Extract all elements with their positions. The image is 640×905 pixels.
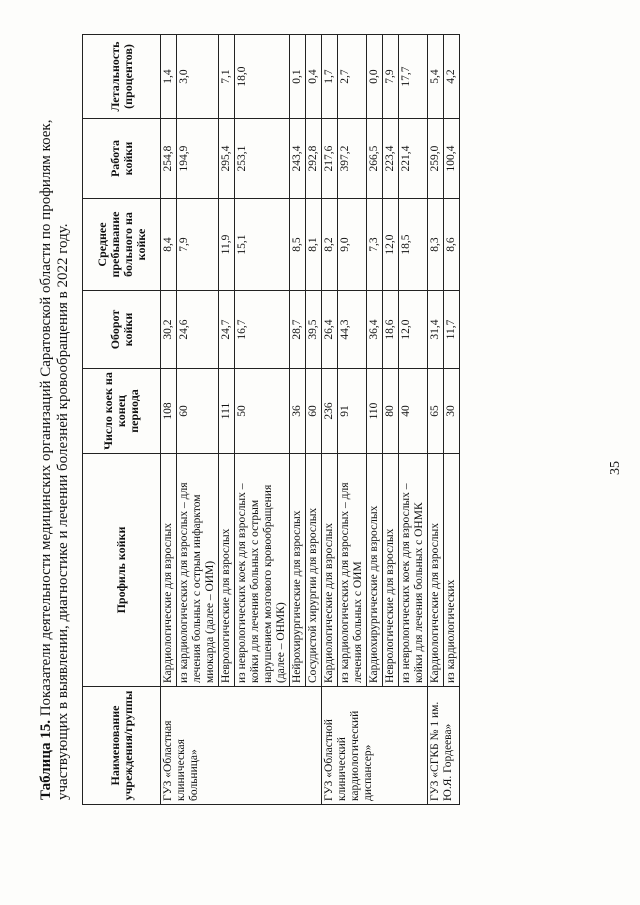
table-row: [161, 35, 177, 805]
lethality-cell: 1,4: [161, 35, 177, 119]
lethality-cell: 7,1: [219, 35, 235, 119]
table-caption: [38, 40, 72, 800]
work-cell: 243,4: [290, 119, 306, 199]
beds-cell: 60: [177, 369, 219, 454]
turnover-cell: 18,6: [383, 291, 399, 369]
lethality-cell: 0,1: [290, 35, 306, 119]
work-cell: 266,5: [367, 119, 383, 199]
beds-cell: 110: [367, 369, 383, 454]
beds-cell: 30: [444, 369, 460, 454]
table-row: [428, 35, 444, 805]
work-cell: 259,0: [428, 119, 444, 199]
lethality-cell: 0,4: [306, 35, 322, 119]
beds-cell: 36: [290, 369, 306, 454]
beds-cell: 80: [383, 369, 399, 454]
turnover-cell: 28,7: [290, 291, 306, 369]
stay-cell: 8,5: [290, 199, 306, 291]
bed-stats-table: [82, 34, 460, 805]
turnover-cell: 24,7: [219, 291, 235, 369]
lethality-cell: 5,4: [428, 35, 444, 119]
turnover-cell: 36,4: [367, 291, 383, 369]
beds-cell: 65: [428, 369, 444, 454]
stay-cell: 15,1: [235, 199, 290, 291]
page-number: 35: [608, 461, 623, 475]
col-header-turnover: Оборот койки: [83, 291, 161, 369]
profile-cell: Сосудистой хирургии для взрослых: [306, 454, 322, 687]
turnover-cell: 24,6: [177, 291, 219, 369]
turnover-cell: 12,0: [399, 291, 428, 369]
institution-cell: ГУЗ «СГКБ № 1 им. Ю.Я. Гордеева»: [428, 687, 460, 805]
profile-cell: Нейрохирургические для взрослых: [290, 454, 306, 687]
beds-cell: 91: [338, 369, 367, 454]
work-cell: 397,2: [338, 119, 367, 199]
beds-cell: 111: [219, 369, 235, 454]
table-body: [161, 35, 460, 805]
col-header-lethality: Летальность (процентов): [83, 35, 161, 119]
turnover-cell: 26,4: [322, 291, 338, 369]
turnover-cell: 44,3: [338, 291, 367, 369]
work-cell: 292,8: [306, 119, 322, 199]
lethality-cell: 1,7: [322, 35, 338, 119]
table-row: [322, 35, 338, 805]
stay-cell: 7,3: [367, 199, 383, 291]
work-cell: 295,4: [219, 119, 235, 199]
profile-cell: Неврологические для взрослых: [219, 454, 235, 687]
work-cell: 100,4: [444, 119, 460, 199]
stay-cell: 8,1: [306, 199, 322, 291]
col-header-work: Работа койки: [83, 119, 161, 199]
beds-cell: 236: [322, 369, 338, 454]
lethality-cell: 0,0: [367, 35, 383, 119]
institution-cell: ГУЗ «Областная клиническая больница»: [161, 687, 322, 805]
lethality-cell: 7,9: [383, 35, 399, 119]
turnover-cell: 11,7: [444, 291, 460, 369]
caption-text: Показатели деятельности медицинских организаций Саратовской области по профилям коек, участвующих в выявлении, диагностике и лечении болезней кровообращения в 2022 году.: [38, 119, 71, 800]
lethality-cell: 3,0: [177, 35, 219, 119]
col-header-institution: Наименование учреждения/группы: [83, 687, 161, 805]
col-header-profile: Профиль койки: [83, 454, 161, 687]
col-header-beds: Число коек на конец периода: [83, 369, 161, 454]
profile-cell: Кардиохирургические для взрослых: [367, 454, 383, 687]
profile-cell: Неврологические для взрослых: [383, 454, 399, 687]
stay-cell: 11,9: [219, 199, 235, 291]
work-cell: 223,4: [383, 119, 399, 199]
turnover-cell: 16,7: [235, 291, 290, 369]
lethality-cell: 18,0: [235, 35, 290, 119]
stay-cell: 18,5: [399, 199, 428, 291]
profile-cell: Кардиологические для взрослых: [428, 454, 444, 687]
work-cell: 253,1: [235, 119, 290, 199]
profile-cell: Кардиологические для взрослых: [161, 454, 177, 687]
col-header-stay: Среднее пребывание больного на койке: [83, 199, 161, 291]
profile-cell: из кардиологических для взрослых – для лечения больных с ОИМ: [338, 454, 367, 687]
turnover-cell: 30,2: [161, 291, 177, 369]
work-cell: 254,8: [161, 119, 177, 199]
turnover-cell: 31,4: [428, 291, 444, 369]
stay-cell: 8,2: [322, 199, 338, 291]
work-cell: 194,9: [177, 119, 219, 199]
stay-cell: 8,3: [428, 199, 444, 291]
profile-cell: из кардиологических: [444, 454, 460, 687]
beds-cell: 60: [306, 369, 322, 454]
work-cell: 221,4: [399, 119, 428, 199]
work-cell: 217,6: [322, 119, 338, 199]
header-row: [83, 35, 161, 805]
institution-cell: ГУЗ «Областной клинический кардиологический диспансер»: [322, 687, 428, 805]
lethality-cell: 17,7: [399, 35, 428, 119]
stay-cell: 12,0: [383, 199, 399, 291]
lethality-cell: 2,7: [338, 35, 367, 119]
beds-cell: 50: [235, 369, 290, 454]
turnover-cell: 39,5: [306, 291, 322, 369]
profile-cell: Кардиологические для взрослых: [322, 454, 338, 687]
lethality-cell: 4,2: [444, 35, 460, 119]
stay-cell: 8,4: [161, 199, 177, 291]
profile-cell: из неврологических коек для взрослых – койки для лечения больных с ОНМК: [399, 454, 428, 687]
stay-cell: 9,0: [338, 199, 367, 291]
profile-cell: из кардиологических для взрослых – для лечения больных с острым инфарктом миокарда (далее – ОИМ): [177, 454, 219, 687]
beds-cell: 40: [399, 369, 428, 454]
profile-cell: из неврологических коек для взрослых – койки для лечения больных с острым нарушением мозгового кровообращения (далее – ОНМК): [235, 454, 290, 687]
stay-cell: 8,6: [444, 199, 460, 291]
caption-label: Таблица 15.: [38, 720, 54, 800]
stay-cell: 7,9: [177, 199, 219, 291]
beds-cell: 108: [161, 369, 177, 454]
